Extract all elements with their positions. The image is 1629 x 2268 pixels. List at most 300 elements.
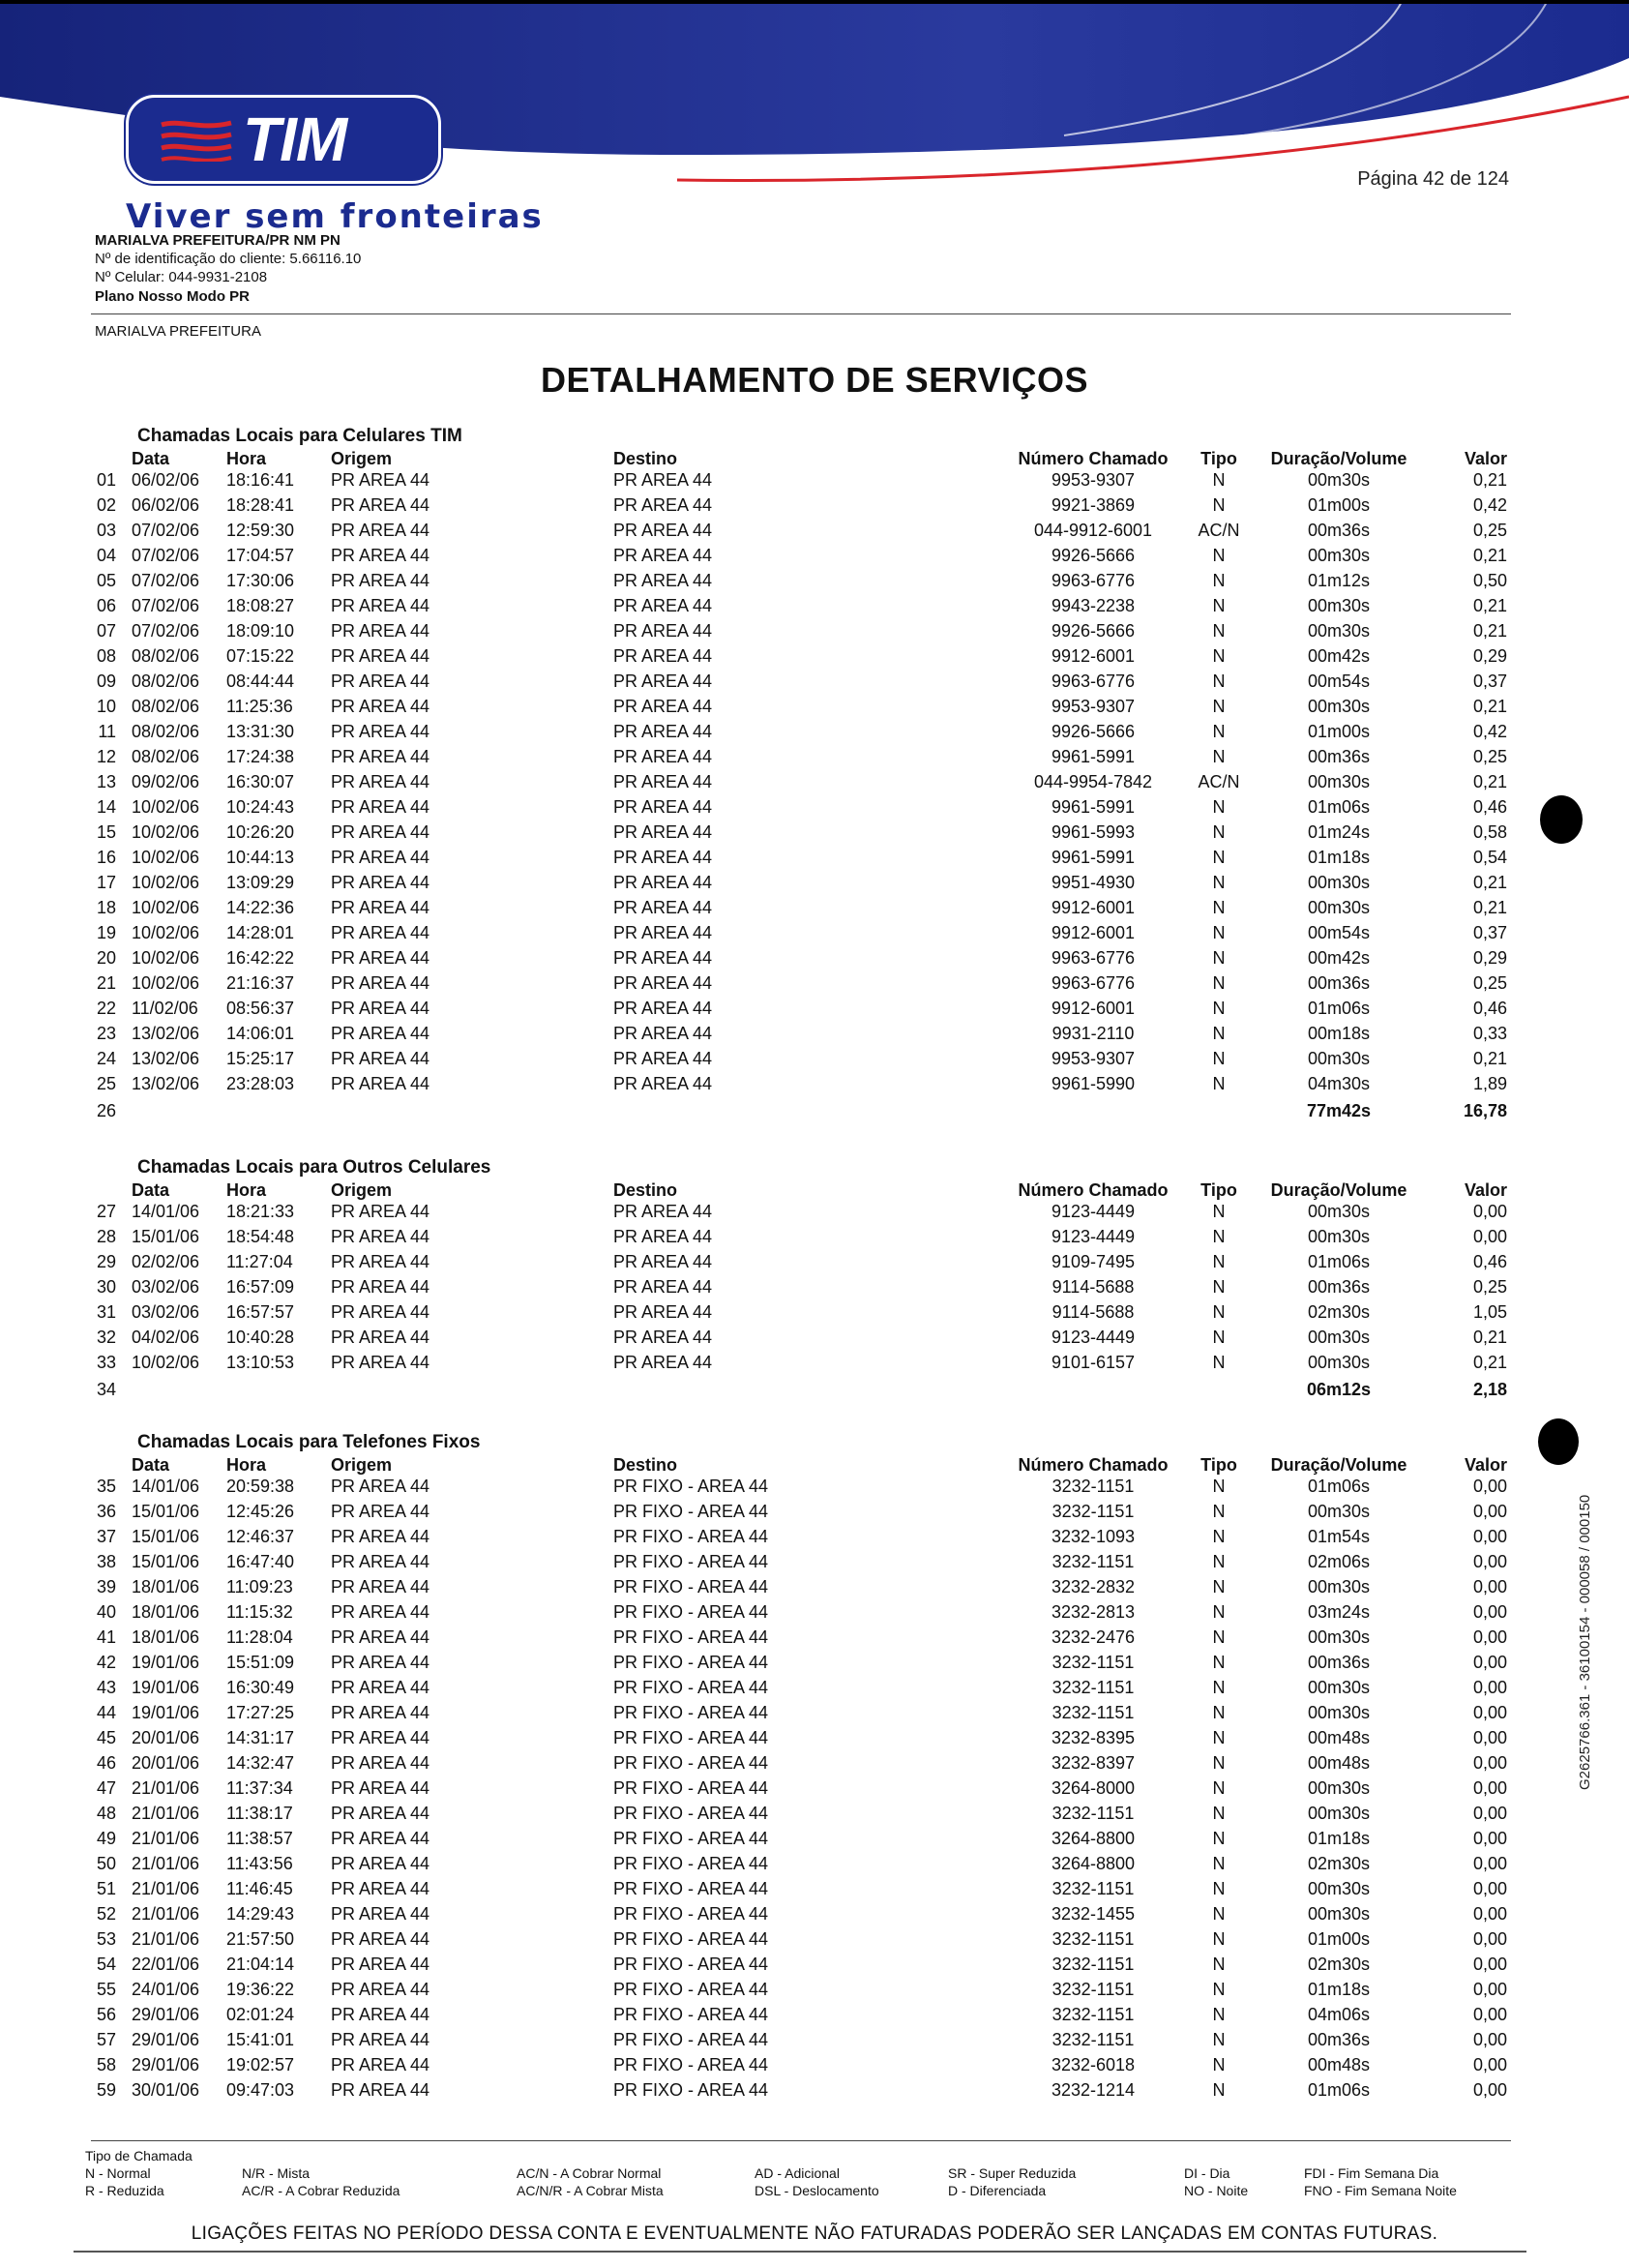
amount: 0,00 [1472, 1703, 1507, 1722]
duration: 04m06s [1307, 2005, 1371, 2024]
origin: PR AREA 44 [331, 621, 430, 641]
amount: 0,21 [1472, 596, 1507, 615]
call-time: 12:45:26 [226, 1502, 295, 1521]
called-number: 3232-8395 [1051, 1728, 1136, 1747]
destination: PR AREA 44 [613, 1049, 713, 1068]
amount: 0,25 [1472, 973, 1507, 993]
call-type: AC/N [1198, 772, 1240, 791]
destination: PR AREA 44 [613, 873, 713, 892]
row-number: 15 [96, 822, 116, 842]
duration: 01m18s [1307, 1980, 1371, 1999]
called-number: 3264-8800 [1051, 1829, 1136, 1848]
row-number: 30 [96, 1277, 116, 1297]
column-header-origem: Origem [331, 449, 393, 468]
amount: 0,00 [1472, 1527, 1507, 1546]
call-time: 15:25:17 [226, 1049, 295, 1068]
column-header-origem: Origem [331, 1180, 393, 1200]
call-time: 14:32:47 [226, 1753, 295, 1773]
called-number: 3232-2832 [1051, 1577, 1136, 1597]
destination: PR FIXO - AREA 44 [613, 1477, 769, 1496]
destination: PR AREA 44 [613, 1024, 713, 1043]
destination: PR FIXO - AREA 44 [613, 2055, 769, 2074]
call-type: N [1212, 546, 1226, 565]
legend-item: SR - Super Reduzida [948, 2165, 1077, 2181]
row-number: 53 [96, 1929, 116, 1949]
amount: 0,00 [1472, 1502, 1507, 1521]
call-time: 15:51:09 [226, 1653, 295, 1672]
duration: 01m06s [1307, 2080, 1371, 2100]
called-number: 3232-1151 [1051, 1678, 1135, 1697]
amount: 0,00 [1472, 1904, 1507, 1924]
call-type: N [1212, 1302, 1226, 1322]
table-row [0, 1955, 1629, 1980]
call-type: N [1212, 722, 1226, 741]
origin: PR AREA 44 [331, 898, 430, 917]
duration: 00m48s [1307, 2055, 1371, 2074]
call-time: 21:16:37 [226, 973, 295, 993]
duration: 02m30s [1307, 1854, 1371, 1873]
column-header-valor: Valor [1464, 449, 1507, 468]
destination: PR FIXO - AREA 44 [613, 1804, 769, 1823]
origin: PR AREA 44 [331, 1980, 430, 1999]
call-date: 21/01/06 [132, 1854, 200, 1873]
duration: 00m30s [1307, 546, 1371, 565]
destination: PR AREA 44 [613, 1074, 713, 1093]
section-title: Chamadas Locais para Celulares TIM [137, 426, 462, 446]
call-time: 21:04:14 [226, 1955, 295, 1974]
destination: PR FIXO - AREA 44 [613, 1703, 769, 1722]
table-row [0, 1074, 1629, 1099]
call-date: 10/02/06 [132, 898, 200, 917]
call-time: 18:54:48 [226, 1227, 295, 1246]
call-time: 07:15:22 [226, 646, 295, 666]
amount: 0,00 [1472, 2055, 1507, 2074]
call-date: 30/01/06 [132, 2080, 200, 2100]
call-type: N [1212, 1502, 1226, 1521]
total-amount: 2,18 [1472, 1380, 1507, 1399]
row-number: 27 [96, 1202, 116, 1221]
call-time: 13:31:30 [226, 722, 295, 741]
table-row [0, 470, 1629, 495]
row-number: 44 [96, 1703, 116, 1722]
amount: 0,46 [1472, 1252, 1507, 1271]
call-time: 12:46:37 [226, 1527, 295, 1546]
table-row [0, 1328, 1629, 1353]
destination: PR FIXO - AREA 44 [613, 1778, 769, 1798]
origin: PR AREA 44 [331, 1024, 430, 1043]
called-number: 3232-2813 [1051, 1602, 1136, 1622]
called-number: 9912-6001 [1051, 923, 1136, 942]
call-type: N [1212, 848, 1226, 867]
row-number: 18 [96, 898, 116, 917]
table-row [0, 1653, 1629, 1678]
origin: PR AREA 44 [331, 596, 430, 615]
origin: PR AREA 44 [331, 1527, 430, 1546]
table-row [0, 1778, 1629, 1804]
origin: PR AREA 44 [331, 848, 430, 867]
called-number: 9926-5666 [1051, 722, 1136, 741]
legend-item: DI - Dia [1184, 2165, 1230, 2181]
destination: PR FIXO - AREA 44 [613, 1980, 769, 1999]
tim-logo [126, 95, 441, 184]
legend-item: FDI - Fim Semana Dia [1304, 2165, 1439, 2181]
call-type: N [1212, 1753, 1226, 1773]
table-row [0, 1879, 1629, 1904]
duration: 01m12s [1307, 571, 1371, 590]
duration: 00m30s [1307, 1627, 1371, 1647]
call-time: 18:21:33 [226, 1202, 295, 1221]
call-date: 10/02/06 [132, 973, 200, 993]
call-time: 16:30:49 [226, 1678, 295, 1697]
origin: PR AREA 44 [331, 1602, 430, 1622]
call-date: 10/02/06 [132, 822, 200, 842]
row-number: 40 [96, 1602, 116, 1622]
call-date: 08/02/06 [132, 747, 200, 766]
amount: 0,00 [1472, 1829, 1507, 1848]
call-type: N [1212, 495, 1226, 515]
row-number: 41 [96, 1627, 116, 1647]
row-number: 05 [96, 571, 116, 590]
column-header-tipo: Tipo [1200, 1455, 1237, 1475]
row-number: 58 [96, 2055, 116, 2074]
origin: PR AREA 44 [331, 1328, 430, 1347]
call-time: 10:24:43 [226, 797, 295, 817]
duration: 00m30s [1307, 1678, 1371, 1697]
call-date: 15/01/06 [132, 1502, 200, 1521]
amount: 0,25 [1472, 1277, 1507, 1297]
row-number: 50 [96, 1854, 116, 1873]
legend-divider [91, 2140, 1511, 2141]
duration: 00m30s [1307, 1353, 1371, 1372]
duration: 00m30s [1307, 1227, 1371, 1246]
destination: PR AREA 44 [613, 747, 713, 766]
row-number: 21 [96, 973, 116, 993]
called-number: 9123-4449 [1051, 1202, 1136, 1221]
call-date: 07/02/06 [132, 546, 200, 565]
call-date: 20/01/06 [132, 1728, 200, 1747]
column-header-numero: Número Chamado [1018, 449, 1169, 468]
destination: PR AREA 44 [613, 546, 713, 565]
call-date: 19/01/06 [132, 1653, 200, 1672]
origin: PR AREA 44 [331, 873, 430, 892]
amount: 0,21 [1472, 873, 1507, 892]
column-header-destino: Destino [613, 449, 678, 468]
call-type: N [1212, 1024, 1226, 1043]
call-date: 08/02/06 [132, 697, 200, 716]
call-type: N [1212, 646, 1226, 666]
call-time: 16:30:07 [226, 772, 295, 791]
row-number: 12 [96, 747, 116, 766]
call-date: 18/01/06 [132, 1602, 200, 1622]
call-time: 13:09:29 [226, 873, 295, 892]
table-row [0, 697, 1629, 722]
row-number: 33 [96, 1353, 116, 1372]
call-time: 10:44:13 [226, 848, 295, 867]
table-row [0, 1552, 1629, 1577]
origin: PR AREA 44 [331, 1502, 430, 1521]
called-number: 9114-5688 [1051, 1302, 1135, 1322]
call-type: N [1212, 1602, 1226, 1622]
table-row [0, 772, 1629, 797]
called-number: 3232-1151 [1051, 1552, 1135, 1571]
called-number: 9123-4449 [1051, 1227, 1136, 1246]
called-number: 3232-1151 [1051, 1653, 1135, 1672]
destination: PR AREA 44 [613, 646, 713, 666]
row-number: 45 [96, 1728, 116, 1747]
origin: PR AREA 44 [331, 1653, 430, 1672]
call-date: 03/02/06 [132, 1277, 200, 1297]
call-time: 14:28:01 [226, 923, 295, 942]
call-date: 10/02/06 [132, 848, 200, 867]
duration: 01m54s [1307, 1527, 1371, 1546]
call-date: 13/02/06 [132, 1049, 200, 1068]
amount: 0,42 [1472, 495, 1507, 515]
page-title: DETALHAMENTO DE SERVIÇOS [540, 360, 1089, 400]
duration: 01m00s [1307, 495, 1371, 515]
destination: PR AREA 44 [613, 621, 713, 641]
section-title: Chamadas Locais para Telefones Fixos [137, 1432, 481, 1452]
call-date: 24/01/06 [132, 1980, 200, 1999]
called-number: 3232-1151 [1051, 2005, 1135, 2024]
call-date: 08/02/06 [132, 722, 200, 741]
call-type: N [1212, 923, 1226, 942]
called-number: 3232-1455 [1051, 1904, 1136, 1924]
row-number: 29 [96, 1252, 116, 1271]
table-row [0, 747, 1629, 772]
duration: 01m24s [1307, 822, 1371, 842]
called-number: 9123-4449 [1051, 1328, 1136, 1347]
row-number: 32 [96, 1328, 116, 1347]
amount: 0,37 [1472, 671, 1507, 691]
legend-item: NO - Noite [1184, 2183, 1249, 2198]
amount: 0,00 [1472, 1728, 1507, 1747]
call-date: 15/01/06 [132, 1552, 200, 1571]
column-header-tipo: Tipo [1200, 449, 1237, 468]
legend-item: AC/N/R - A Cobrar Mista [517, 2183, 664, 2198]
table-row [0, 1703, 1629, 1728]
call-time: 15:41:01 [226, 2030, 295, 2049]
row-number: 22 [96, 999, 116, 1018]
column-header-tipo: Tipo [1200, 1180, 1237, 1200]
destination: PR AREA 44 [613, 495, 713, 515]
origin: PR AREA 44 [331, 1277, 430, 1297]
call-time: 12:59:30 [226, 521, 295, 540]
origin: PR AREA 44 [331, 948, 430, 968]
amount: 0,00 [1472, 1227, 1507, 1246]
destination: PR FIXO - AREA 44 [613, 1678, 769, 1697]
origin: PR AREA 44 [331, 1703, 430, 1722]
section-title: Chamadas Locais para Outros Celulares [137, 1157, 491, 1178]
table-row [0, 1477, 1629, 1502]
table-row [0, 973, 1629, 999]
call-time: 11:38:57 [226, 1829, 293, 1848]
total-amount: 16,78 [1463, 1101, 1507, 1120]
destination: PR AREA 44 [613, 1227, 713, 1246]
call-time: 23:28:03 [226, 1074, 295, 1093]
duration: 00m42s [1307, 948, 1371, 968]
called-number: 9926-5666 [1051, 546, 1136, 565]
called-number: 3232-1151 [1051, 1929, 1135, 1949]
duration: 00m30s [1307, 873, 1371, 892]
call-type: N [1212, 1653, 1226, 1672]
table-row [0, 1728, 1629, 1753]
amount: 0,21 [1472, 1049, 1507, 1068]
call-type: N [1212, 898, 1226, 917]
origin: PR AREA 44 [331, 2080, 430, 2100]
amount: 0,33 [1472, 1024, 1507, 1043]
call-type: N [1212, 1703, 1226, 1722]
duration: 00m54s [1307, 923, 1371, 942]
call-time: 17:27:25 [226, 1703, 295, 1722]
origin: PR AREA 44 [331, 747, 430, 766]
punch-hole-mark [1538, 1418, 1579, 1465]
call-type: N [1212, 1829, 1226, 1848]
row-number: 42 [96, 1653, 116, 1672]
amount: 0,00 [1472, 2080, 1507, 2100]
amount: 0,21 [1472, 621, 1507, 641]
call-time: 09:47:03 [226, 2080, 295, 2100]
table-row [0, 2080, 1629, 2105]
call-date: 19/01/06 [132, 1678, 200, 1697]
call-time: 13:10:53 [226, 1353, 295, 1372]
duration: 00m30s [1307, 898, 1371, 917]
row-number: 07 [96, 621, 116, 641]
call-date: 10/02/06 [132, 873, 200, 892]
table-row [0, 1980, 1629, 2005]
destination: PR AREA 44 [613, 722, 713, 741]
call-time: 08:44:44 [226, 671, 295, 691]
origin: PR AREA 44 [331, 1252, 430, 1271]
call-type: N [1212, 1904, 1226, 1924]
call-type: N [1212, 697, 1226, 716]
duration: 01m06s [1307, 1252, 1371, 1271]
called-number: 044-9912-6001 [1033, 521, 1153, 540]
call-date: 08/02/06 [132, 671, 200, 691]
table-row [0, 2005, 1629, 2030]
row-number: 25 [96, 1074, 116, 1093]
called-number: 044-9954-7842 [1033, 772, 1153, 791]
table-row [0, 1302, 1629, 1328]
call-type: N [1212, 822, 1226, 842]
legend-item: N - Normal [85, 2165, 151, 2181]
origin: PR AREA 44 [331, 521, 430, 540]
call-type: N [1212, 948, 1226, 968]
call-date: 08/02/06 [132, 646, 200, 666]
destination: PR AREA 44 [613, 697, 713, 716]
origin: PR AREA 44 [331, 1302, 430, 1322]
row-number: 31 [96, 1302, 116, 1322]
destination: PR FIXO - AREA 44 [613, 2005, 769, 2024]
call-date: 13/02/06 [132, 1074, 200, 1093]
section-total-row [0, 1101, 1629, 1126]
amount: 0,42 [1472, 722, 1507, 741]
call-date: 21/01/06 [132, 1804, 200, 1823]
amount: 0,00 [1472, 1879, 1507, 1898]
destination: PR FIXO - AREA 44 [613, 2080, 769, 2100]
call-time: 17:30:06 [226, 571, 295, 590]
destination: PR AREA 44 [613, 898, 713, 917]
row-number: 57 [96, 2030, 116, 2049]
column-header-numero: Número Chamado [1018, 1180, 1169, 1200]
origin: PR AREA 44 [331, 546, 430, 565]
called-number: 9912-6001 [1051, 898, 1136, 917]
header-divider [91, 313, 1511, 314]
table-row [0, 1353, 1629, 1378]
origin: PR AREA 44 [331, 722, 430, 741]
call-date: 19/01/06 [132, 1703, 200, 1722]
call-type: N [1212, 671, 1226, 691]
amount: 0,00 [1472, 1202, 1507, 1221]
origin: PR AREA 44 [331, 923, 430, 942]
destination: PR FIXO - AREA 44 [613, 1829, 769, 1848]
row-number: 52 [96, 1904, 116, 1924]
row-number: 35 [96, 1477, 116, 1496]
call-date: 10/02/06 [132, 797, 200, 817]
table-row [0, 1527, 1629, 1552]
row-number: 36 [96, 1502, 116, 1521]
call-time: 19:36:22 [226, 1980, 295, 1999]
origin: PR AREA 44 [331, 1049, 430, 1068]
amount: 0,21 [1472, 772, 1507, 791]
called-number: 9953-9307 [1051, 697, 1136, 716]
amount: 0,00 [1472, 1627, 1507, 1647]
row-number: 48 [96, 1804, 116, 1823]
origin: PR AREA 44 [331, 1074, 430, 1093]
account-name: MARIALVA PREFEITURA [95, 323, 261, 340]
called-number: 3232-1151 [1051, 1502, 1135, 1521]
call-type: N [1212, 2005, 1226, 2024]
call-time: 20:59:38 [226, 1477, 295, 1496]
table-row [0, 646, 1629, 671]
called-number: 9101-6157 [1051, 1353, 1136, 1372]
table-row [0, 797, 1629, 822]
side-control-code: G2625766.361 - 36100154 - 000058 / 000150 [1577, 1494, 1593, 1790]
call-date: 06/02/06 [132, 495, 200, 515]
call-time: 17:04:57 [226, 546, 295, 565]
row-number: 20 [96, 948, 116, 968]
punch-hole-mark [1540, 795, 1583, 844]
amount: 0,37 [1472, 923, 1507, 942]
row-number: 08 [96, 646, 116, 666]
column-header-hora: Hora [226, 449, 267, 468]
call-time: 21:57:50 [226, 1929, 295, 1949]
call-type: N [1212, 596, 1226, 615]
destination: PR AREA 44 [613, 671, 713, 691]
call-type: N [1212, 1627, 1226, 1647]
call-type: N [1212, 621, 1226, 641]
origin: PR AREA 44 [331, 1728, 430, 1747]
called-number: 9961-5990 [1051, 1074, 1136, 1093]
duration: 00m54s [1307, 671, 1371, 691]
called-number: 3232-1151 [1051, 2030, 1135, 2049]
origin: PR AREA 44 [331, 1929, 430, 1949]
origin: PR AREA 44 [331, 1854, 430, 1873]
call-date: 03/02/06 [132, 1302, 200, 1322]
call-time: 14:31:17 [226, 1728, 295, 1747]
call-type: N [1212, 2080, 1226, 2100]
column-header-data: Data [132, 1455, 170, 1475]
call-type: N [1212, 1955, 1226, 1974]
duration: 00m36s [1307, 747, 1371, 766]
column-header-numero: Número Chamado [1018, 1455, 1169, 1475]
destination: PR AREA 44 [613, 1353, 713, 1372]
amount: 0,21 [1472, 470, 1507, 490]
row-number: 38 [96, 1552, 116, 1571]
destination: PR FIXO - AREA 44 [613, 1879, 769, 1898]
origin: PR AREA 44 [331, 495, 430, 515]
table-row [0, 923, 1629, 948]
call-type: N [1212, 1252, 1226, 1271]
